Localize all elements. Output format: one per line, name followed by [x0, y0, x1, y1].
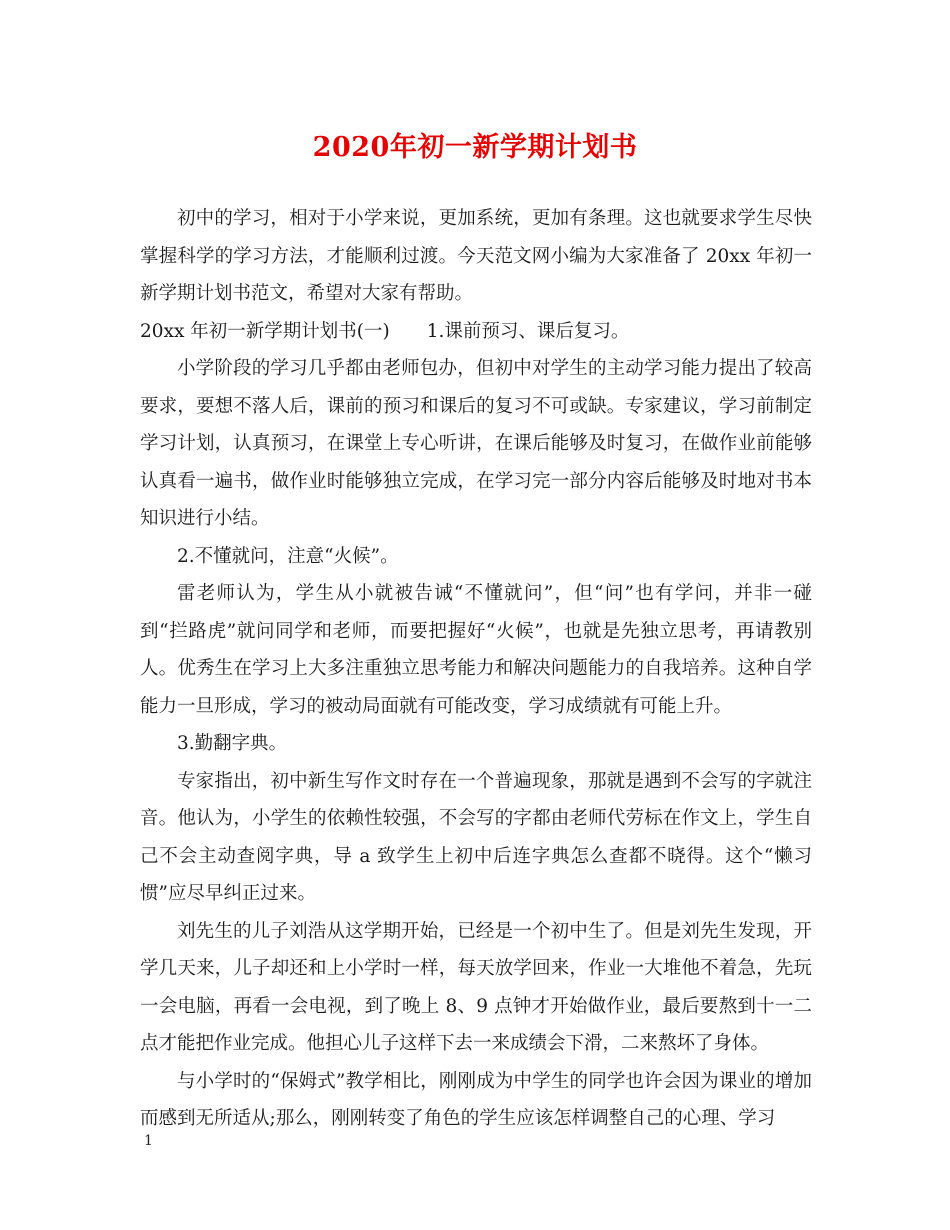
- section-heading: 2.不懂就问，注意“火候”。: [177, 545, 399, 567]
- paragraph: 小学阶段的学习几乎都由老师包办，但初中对学生的主动学习能力提出了较高要求，要想不落人后，课前的预习和课后的复习不可或缺。专家建议，学习前制定学习计划，认真预习，在课堂上专心听讲，在课后能够及时复习，在做作业前能够认真看一遍书，做作业时能够独立完成，在学习完一部分内容后能够及时地对书本知识进行小结。: [140, 358, 812, 529]
- page-number: 1: [144, 1133, 153, 1149]
- paragraph: 与小学时的“保姆式”教学相比，刚刚成为中学生的同学也许会因为课业的增加而感到无所适从;那么，刚刚转变了角色的学生应该怎样调整自己的心理、学习: [140, 1070, 812, 1129]
- paragraph: 初中的学习，相对于小学来说，更加系统，更加有条理。这也就要求学生尽快掌握科学的学习方法，才能顺利过渡。今天范文网小编为大家准备了 20xx 年初一新学期计划书范文，希望对大家有帮助。: [140, 208, 812, 304]
- section-heading: 3.勤翻字典。: [177, 733, 288, 754]
- paragraph: 刘先生的儿子刘浩从这学期开始，已经是一个初中生了。但是刘先生发现，开学几天来，儿子却还和上小学时一样，每天放学回来，作业一大堆他不着急，先玩一会电脑，再看一会电视，到了晚上 8、9 点钟才开始做作业，最后要熬到十一二点才能把作业完成。他担心儿子这样下去一来成绩会下滑，二来熬坏了身体。: [140, 920, 812, 1054]
- document-body: [140, 200, 812, 1138]
- document-title: 2020年初一新学期计划书: [312, 132, 638, 163]
- paragraph: 雷老师认为，学生从小就被告诫“不懂就问”，但“问”也有学问，并非一碰到“拦路虎”就问同学和老师，而要把握好“火候”，也就是先独立思考，再请教别人。优秀生在学习上大多注重独立思考能力和解决问题能力的自我培养。这种自学能力一旦形成，学习的被动局面就有可能改变，学习成绩就有可能上升。: [140, 583, 812, 717]
- paragraph: 20xx 年初一新学期计划书(一) 1.课前预习、课后复习。: [140, 320, 630, 342]
- paragraph: 专家指出，初中新生写作文时存在一个普遍现象，那就是遇到不会写的字就注音。他认为，小学生的依赖性较强，不会写的字都由老师代劳标在作文上，学生自己不会主动查阅字典，导 a 致学生上初中后连字典怎么查都不晓得。这个“懒习惯”应尽早纠正过来。: [140, 770, 812, 904]
